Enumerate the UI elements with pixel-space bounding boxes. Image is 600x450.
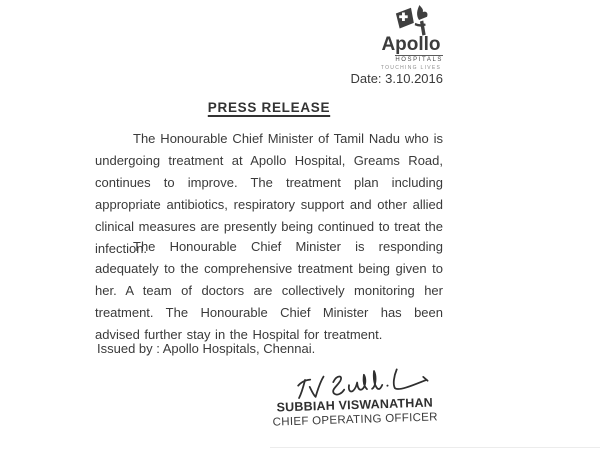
signatory-block xyxy=(263,395,448,429)
date-line: Date: 3.10.2016 xyxy=(350,71,443,86)
apollo-torch-emblem-icon xyxy=(392,4,430,38)
logo-name: Apollo xyxy=(381,34,441,55)
scan-edge-artifact xyxy=(270,447,600,448)
document-content xyxy=(95,0,443,450)
signatory-name: SUBBIAH VISWANATHAN xyxy=(276,395,434,415)
press-release-title: PRESS RELEASE xyxy=(207,100,331,115)
logo-subtitle: HOSPITALS xyxy=(395,57,443,63)
paragraph-1: The Honourable Chief Minister of Tamil Nadu who is undergoing treatment at Apollo Hospital, Greams Road, continues to improve. The treatment plan including appropriate antibiotics, respiratory support and other allied clinical measures are presently being continued to treat the infection. xyxy=(95,131,443,256)
logo-tagline: TOUCHING LIVES xyxy=(380,65,442,71)
signatory-title: CHIEF OPERATING OFFICER xyxy=(272,411,438,429)
apollo-hospitals-logo xyxy=(379,4,443,71)
paragraph-2: The Honourable Chief Minister is responding adequately to the comprehensive treatment being given to her. A team of doctors are collectively monitoring her treatment. The Honourable Chief Minister has been advised further stay in the Hospital for treatment. xyxy=(95,239,443,342)
issued-by-line: Issued by : Apollo Hospitals, Chennai. xyxy=(97,341,316,356)
